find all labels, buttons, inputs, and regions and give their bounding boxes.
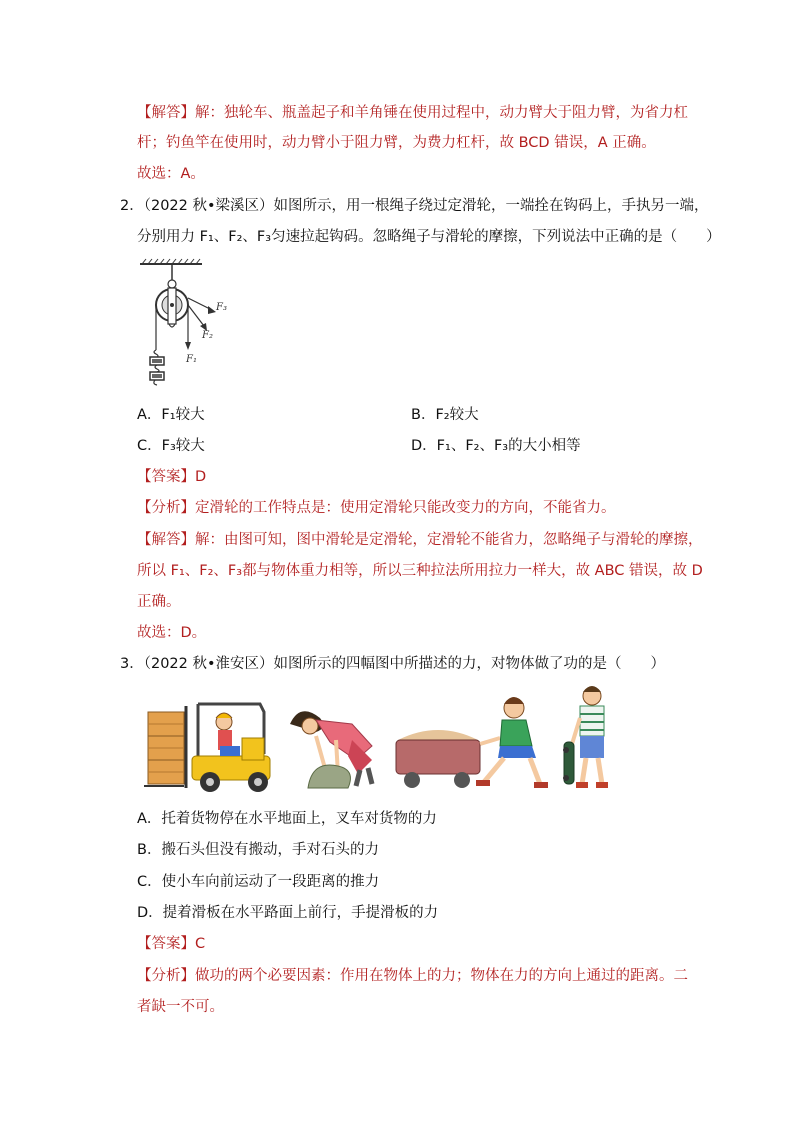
q2-stem-line-2: 分别用力 F₁、F₂、F₃匀速拉起钩码。忽略绳子与滑轮的摩擦，下列说法中正确的是（ ）	[137, 229, 721, 245]
q2-solution-line-3: 正确。	[137, 594, 181, 610]
q2-analysis: 【分析】定滑轮的工作特点是：使用定滑轮只能改变力的方向，不能省力。	[137, 500, 616, 516]
q2-option-b: B．F₂较大	[411, 407, 479, 423]
label-f3: F₃	[216, 302, 227, 313]
q3-option-b: B．搬石头但没有搬动，手对石头的力	[137, 842, 379, 858]
q3-answer: 【答案】C	[137, 936, 206, 952]
q3-stem: 3．（2022 秋•淮安区）如图所示的四幅图中所描述的力，对物体做了功的是（ ）	[120, 656, 666, 672]
forklift-image	[144, 704, 270, 792]
boy-pushing-cart-image	[396, 697, 548, 788]
q2-choice: 故选：D。	[137, 625, 207, 641]
label-f2: F₂	[202, 330, 213, 341]
solution-tag: 【解答】	[137, 105, 195, 121]
q2-stem-line-1: 2．（2022 秋•梁溪区）如图所示，用一根绳子绕过定滑轮，一端拴在钩码上，手执另一端，	[120, 198, 709, 214]
q3-option-c: C．使小车向前运动了一段距离的推力	[137, 874, 380, 890]
label-f1: F₁	[186, 354, 197, 365]
q3-option-d: D．提着滑板在水平路面上前行，手提滑板的力	[137, 905, 439, 921]
prev-solution-line-1: 【解答】解：独轮车、瓶盖起子和羊角锤在使用过程中，动力臂大于阻力臂，为省力杠	[137, 105, 688, 121]
prev-choice: 故选：A。	[137, 166, 205, 182]
q2-solution-line-2: 所以 F₁、F₂、F₃都与物体重力相等，所以三种拉法所用拉力一样大，故 ABC 错误，故 D	[137, 563, 703, 579]
q2-option-a: A．F₁较大	[137, 407, 205, 423]
q3-illustrations	[140, 684, 620, 796]
pulley-figure	[138, 258, 248, 388]
q2-option-c: C．F₃较大	[137, 438, 205, 454]
q2-option-d: D．F₁、F₂、F₃的大小相等	[411, 438, 581, 454]
boy-with-skateboard-image	[563, 686, 608, 788]
q2-answer: 【答案】D	[137, 469, 207, 485]
q2-solution-line-1: 【解答】解：由图可知，图中滑轮是定滑轮，定滑轮不能省力，忽略绳子与滑轮的摩擦，	[137, 532, 703, 548]
prev-solution-line-2: 杆；钓鱼竿在使用时，动力臂小于阻力臂，为费力杠杆，故 BCD 错误，A 正确。	[137, 135, 656, 151]
girl-lifting-stone-image	[290, 711, 372, 788]
q3-option-a: A．托着货物停在水平地面上，叉车对货物的力	[137, 811, 437, 827]
q3-analysis-line-1: 【分析】做功的两个必要因素：作用在物体上的力；物体在力的方向上通过的距离。二	[137, 968, 688, 984]
q3-analysis-line-2: 者缺一不可。	[137, 999, 224, 1015]
